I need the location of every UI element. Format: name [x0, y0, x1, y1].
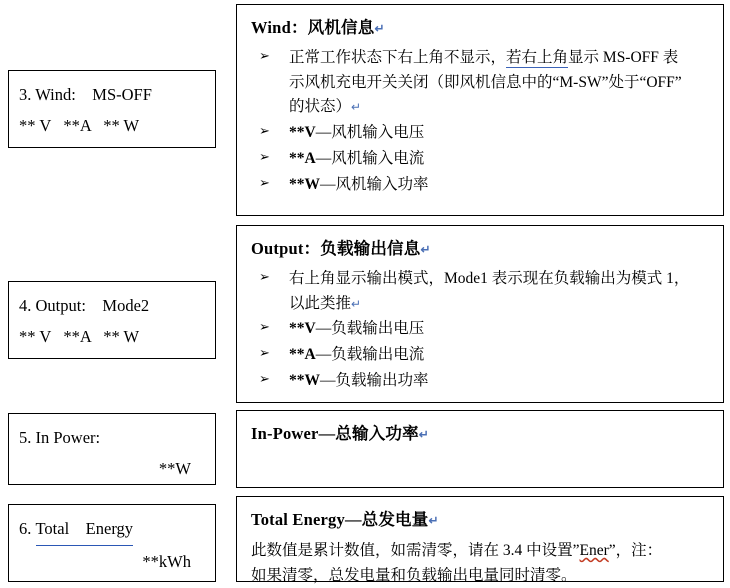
- description-wind: [236, 4, 724, 216]
- paragraph-mark-icon: ↵: [374, 21, 385, 36]
- arrow-bullet-icon: ➢: [259, 149, 270, 165]
- paragraph-mark-icon: ↵: [428, 513, 439, 528]
- output-b3-desc: —负载输出电流: [315, 346, 425, 364]
- output-bullet-2: [249, 317, 711, 342]
- output-b4-code: **W: [289, 371, 320, 389]
- lcd-output-line2: ** V **A ** W: [19, 327, 140, 347]
- lcd-output-line1: 4. Output: Mode2: [19, 296, 150, 315]
- lcd-energy-label: Total Energy: [36, 513, 134, 546]
- output-title-text: Output：负载输出信息: [251, 239, 421, 258]
- wind-title: [251, 15, 711, 42]
- lcd-energy-index: 6.: [19, 519, 36, 538]
- arrow-bullet-icon: ➢: [259, 48, 270, 64]
- wind-b1-l1-b: 显示 MS-OFF 表: [568, 48, 679, 66]
- output-b1-l2: 以此类推: [289, 294, 352, 312]
- total-energy-body-l1a: 此数值是累计数值，如需清零，请在 3.4 中设置”: [251, 541, 580, 559]
- total-energy-body: [251, 538, 711, 588]
- wind-bullet-1-text: [289, 46, 711, 120]
- total-energy-body-l2: 如果清零，总发电量和负载输出电量同时清零。: [251, 566, 577, 584]
- output-b2-desc: —负载输出电压: [315, 320, 425, 338]
- output-bullet-4-text: [289, 369, 711, 394]
- lcd-inpower-line1: 5. In Power:: [19, 428, 101, 447]
- wind-bullet-4: [249, 173, 711, 198]
- arrow-bullet-icon: ➢: [259, 320, 270, 336]
- wind-bullet-2-text: [289, 121, 711, 146]
- output-b4-desc: —负载输出功率: [320, 371, 429, 389]
- wind-b4-code: **W: [289, 175, 320, 193]
- output-bullet-3-text: [289, 343, 711, 368]
- total-energy-setting-name: Ener: [579, 541, 609, 559]
- output-title: [251, 236, 711, 263]
- wind-bullet-4-text: [289, 173, 711, 198]
- total-energy-title: [251, 507, 711, 534]
- total-energy-title-text: —总发电量: [344, 510, 429, 529]
- output-bullet-4: [249, 369, 711, 394]
- total-energy-title-code: Total Energy: [251, 510, 345, 529]
- lcd-wind-line2: ** V **A ** W: [19, 116, 140, 136]
- in-power-title-text: —总输入功率: [318, 424, 419, 443]
- lcd-panel-in-power: [8, 413, 216, 485]
- description-total-energy: [236, 496, 724, 582]
- paragraph-mark-icon: ↵: [351, 100, 362, 115]
- wind-b3-desc: —风机输入电流: [315, 149, 425, 167]
- arrow-bullet-icon: ➢: [259, 175, 270, 191]
- wind-bullet-3: [249, 147, 711, 172]
- lcd-panel-output: [8, 281, 216, 359]
- wind-b2-desc: —风机输入电压: [315, 124, 425, 142]
- lcd-wind-line1: 3. Wind: MS-OFF: [19, 85, 152, 104]
- wind-title-text: Wind：风机信息: [251, 18, 375, 37]
- output-bullet-1-text: [289, 267, 711, 317]
- paragraph-mark-icon: ↵: [418, 427, 430, 442]
- arrow-bullet-icon: ➢: [259, 371, 270, 387]
- in-power-title: [251, 421, 711, 448]
- wind-b4-desc: —风机输入功率: [320, 175, 429, 193]
- description-output: [236, 225, 724, 403]
- wind-bullet-3-text: [289, 147, 711, 172]
- wind-b1-l1-a: 正常工作状态下右上角不显示，: [289, 48, 507, 66]
- wind-b1-l2: 示风机充电开关关闭（即风机信息中的“M-SW”处于“OFF”: [289, 73, 682, 91]
- output-bullet-1: [249, 267, 711, 317]
- lcd-inpower-line2: **W: [158, 459, 191, 479]
- lcd-panel-total-energy: [8, 504, 216, 582]
- output-b3-code: **A: [289, 346, 316, 364]
- output-bullet-3: [249, 343, 711, 368]
- lcd-panel-wind: [8, 70, 216, 148]
- total-energy-body-l1b: ”，注：: [608, 541, 663, 559]
- wind-b2-code: **V: [289, 124, 316, 142]
- in-power-title-code: In-Power: [251, 424, 319, 443]
- lcd-energy-line1: [19, 513, 205, 546]
- wind-b1-l3: 的状态）: [289, 98, 352, 116]
- description-in-power: [236, 410, 724, 488]
- arrow-bullet-icon: ➢: [259, 124, 270, 140]
- wind-bullet-1: [249, 46, 711, 120]
- lcd-energy-line2: **kWh: [142, 552, 191, 572]
- wind-b1-underlined: 若右上角: [506, 48, 569, 66]
- output-bullet-2-text: [289, 317, 711, 342]
- output-b2-code: **V: [289, 320, 316, 338]
- arrow-bullet-icon: ➢: [259, 346, 270, 362]
- output-b1-l1: 右上角显示输出模式，Mode1 表示现在负载输出为模式 1，: [289, 269, 690, 287]
- paragraph-mark-icon: ↵: [351, 296, 362, 311]
- wind-bullet-2: [249, 121, 711, 146]
- wind-b3-code: **A: [289, 149, 316, 167]
- arrow-bullet-icon: ➢: [259, 269, 270, 285]
- paragraph-mark-icon: ↵: [420, 242, 431, 257]
